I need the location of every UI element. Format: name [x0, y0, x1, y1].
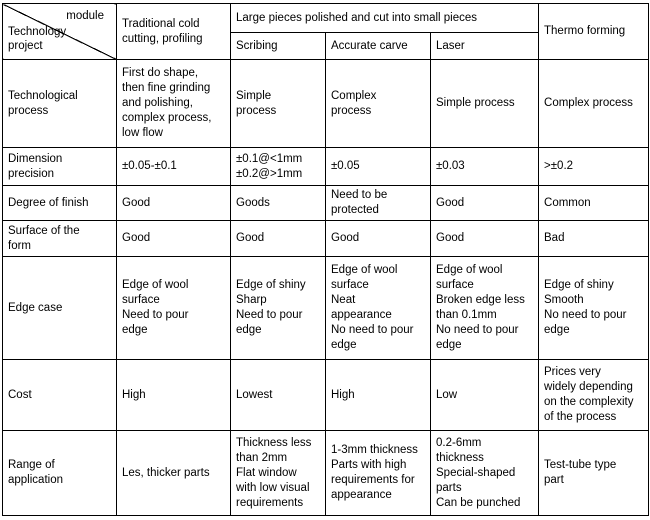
header-laser: Laser — [431, 33, 539, 60]
table-cell: Les, thicker parts — [117, 431, 231, 516]
table-cell: ±0.05-±0.1 — [117, 148, 231, 186]
table-cell: Good — [431, 221, 539, 257]
table-cell: Simple process — [231, 60, 326, 148]
row-label: Cost — [3, 360, 117, 431]
header-large-pieces-group: Large pieces polished and cut into small pieces — [231, 4, 539, 33]
corner-header-cell — [3, 4, 117, 60]
table-cell: ±0.05 — [326, 148, 431, 186]
table-row — [3, 431, 649, 516]
row-label: Surface of the form — [3, 221, 117, 257]
header-row-1 — [3, 4, 649, 33]
table-cell: Goods — [231, 186, 326, 221]
table-cell: ±0.03 — [431, 148, 539, 186]
table-cell: High — [326, 360, 431, 431]
table-cell: Complex process — [326, 60, 431, 148]
table-cell: Thickness less than 2mm Flat window with low visual requirements — [231, 431, 326, 516]
table-cell: >±0.2 — [539, 148, 649, 186]
table-cell: High — [117, 360, 231, 431]
header-thermo-forming: Thermo forming — [539, 4, 649, 60]
row-label: Technological process — [3, 60, 117, 148]
technology-project-label: Technology project — [8, 26, 67, 52]
table-cell: Test-tube type part — [539, 431, 649, 516]
table-row — [3, 221, 649, 257]
header-accurate-carve: Accurate carve — [326, 33, 431, 60]
table-cell: 1-3mm thickness Parts with high requirements for appearance — [326, 431, 431, 516]
table-cell: Common — [539, 186, 649, 221]
table-cell: Good — [431, 186, 539, 221]
table-cell: ±0.1@<1mm ±0.2@>1mm — [231, 148, 326, 186]
row-label: Degree of finish — [3, 186, 117, 221]
table-cell: Edge of wool surface Neat appearance No need to pour edge — [326, 257, 431, 360]
table-cell: Good — [326, 221, 431, 257]
table-cell: Simple process — [431, 60, 539, 148]
table-cell: Need to be protected — [326, 186, 431, 221]
module-label: module — [66, 10, 104, 22]
header-scribing: Scribing — [231, 33, 326, 60]
table-cell: Good — [117, 186, 231, 221]
table-cell: Edge of shiny Smooth No need to pour edge — [539, 257, 649, 360]
table-cell: Good — [231, 221, 326, 257]
table-row — [3, 60, 649, 148]
table-cell: Lowest — [231, 360, 326, 431]
table-row — [3, 257, 649, 360]
table-row — [3, 148, 649, 186]
row-label: Range of application — [3, 431, 117, 516]
table-cell: Edge of shiny Sharp Need to pour edge — [231, 257, 326, 360]
table-cell: First do shape, then fine grinding and polishing, complex process, low flow — [117, 60, 231, 148]
table-cell: Bad — [539, 221, 649, 257]
table-cell: Good — [117, 221, 231, 257]
comparison-table — [2, 3, 649, 516]
table-cell: Edge of wool surface Broken edge less than 0.1mm No need to pour edge — [431, 257, 539, 360]
row-label: Dimension precision — [3, 148, 117, 186]
table-row — [3, 186, 649, 221]
header-traditional-cold-cutting: Traditional cold cutting, profiling — [117, 4, 231, 60]
table-row — [3, 360, 649, 431]
table-cell: Prices very widely depending on the complexity of the process — [539, 360, 649, 431]
row-label: Edge case — [3, 257, 117, 360]
table-cell: Edge of wool surface Need to pour edge — [117, 257, 231, 360]
table-cell: Low — [431, 360, 539, 431]
table-cell: 0.2-6mm thickness Special-shaped parts Can be punched — [431, 431, 539, 516]
table-cell: Complex process — [539, 60, 649, 148]
